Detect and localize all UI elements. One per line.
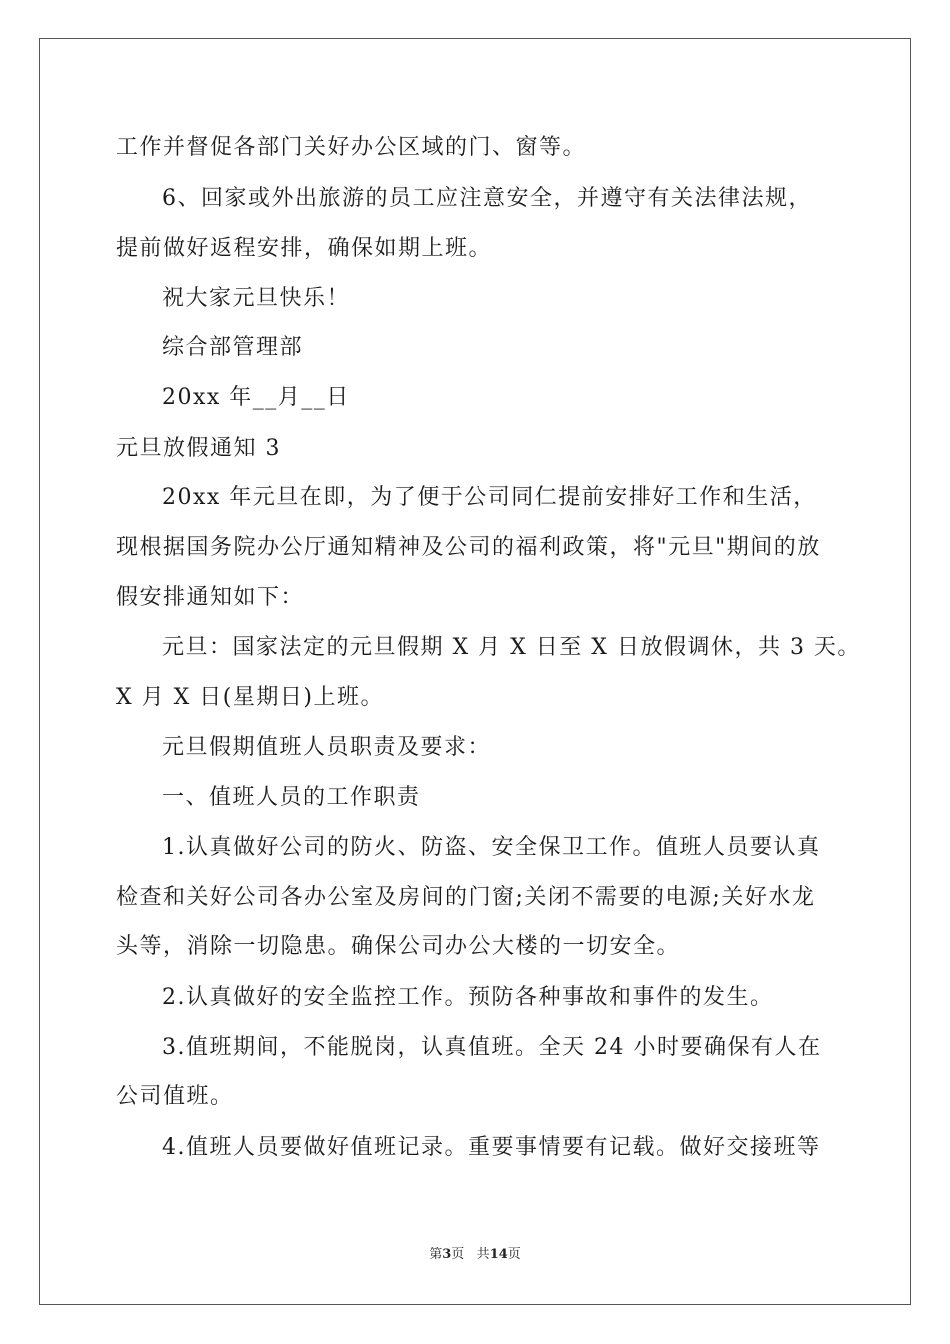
text-line: 3.值班期间，不能脱岗，认真值班。全天 24 小时要确保有人在	[162, 1035, 822, 1060]
total-prefix: 共	[476, 1247, 490, 1262]
text-line: 1.认真做好公司的防火、防盗、安全保卫工作。值班人员要认真	[162, 835, 821, 860]
text-line: 元旦：国家法定的元旦假期 X 月 X 日至 X 日放假调休，共 3 天。	[162, 635, 861, 660]
text-line: 现根据国务院办公厅通知精神及公司的福利政策，将"元旦"期间的放	[116, 535, 821, 560]
section-title: 元旦放假通知 3	[116, 436, 281, 461]
text-line: 公司值班。	[116, 1084, 234, 1109]
text-line: 祝大家元旦快乐！	[162, 286, 351, 311]
page-footer	[0, 1246, 950, 1264]
text-line: 提前做好返程安排，确保如期上班。	[116, 236, 493, 261]
text-line: 工作并督促各部门关好办公区域的门、窗等。	[116, 135, 587, 160]
text-line: 头等，消除一切隐患。确保公司办公大楼的一切安全。	[116, 934, 681, 959]
page-suffix: 页	[451, 1247, 465, 1262]
text-line: 综合部管理部	[162, 335, 304, 360]
page-current: 3	[442, 1247, 452, 1262]
date-line: 20xx 年__月__日	[162, 385, 350, 410]
total-suffix: 页	[507, 1247, 521, 1262]
page-border	[39, 38, 911, 1305]
text-line: X 月 X 日(星期日)上班。	[116, 685, 384, 710]
page-total: 14	[489, 1247, 508, 1262]
text-line: 元旦假期值班人员职责及要求：	[162, 735, 492, 760]
subheading: 一、值班人员的工作职责	[162, 785, 421, 810]
text-line: 检查和关好公司各办公室及房间的门窗;关闭不需要的电源;关好水龙	[116, 885, 816, 910]
text-line: 4.值班人员要做好值班记录。重要事情要有记载。做好交接班等	[162, 1135, 821, 1160]
text-line: 假安排通知如下：	[116, 585, 305, 610]
text-line: 6、回家或外出旅游的员工应注意安全，并遵守有关法律法规，	[162, 186, 812, 211]
text-line: 2.认真做好的安全监控工作。预防各种事故和事件的发生。	[162, 985, 774, 1010]
page-prefix: 第	[429, 1247, 443, 1262]
text-line: 20xx 年元旦在即，为了便于公司同仁提前安排好工作和生活，	[162, 485, 817, 510]
